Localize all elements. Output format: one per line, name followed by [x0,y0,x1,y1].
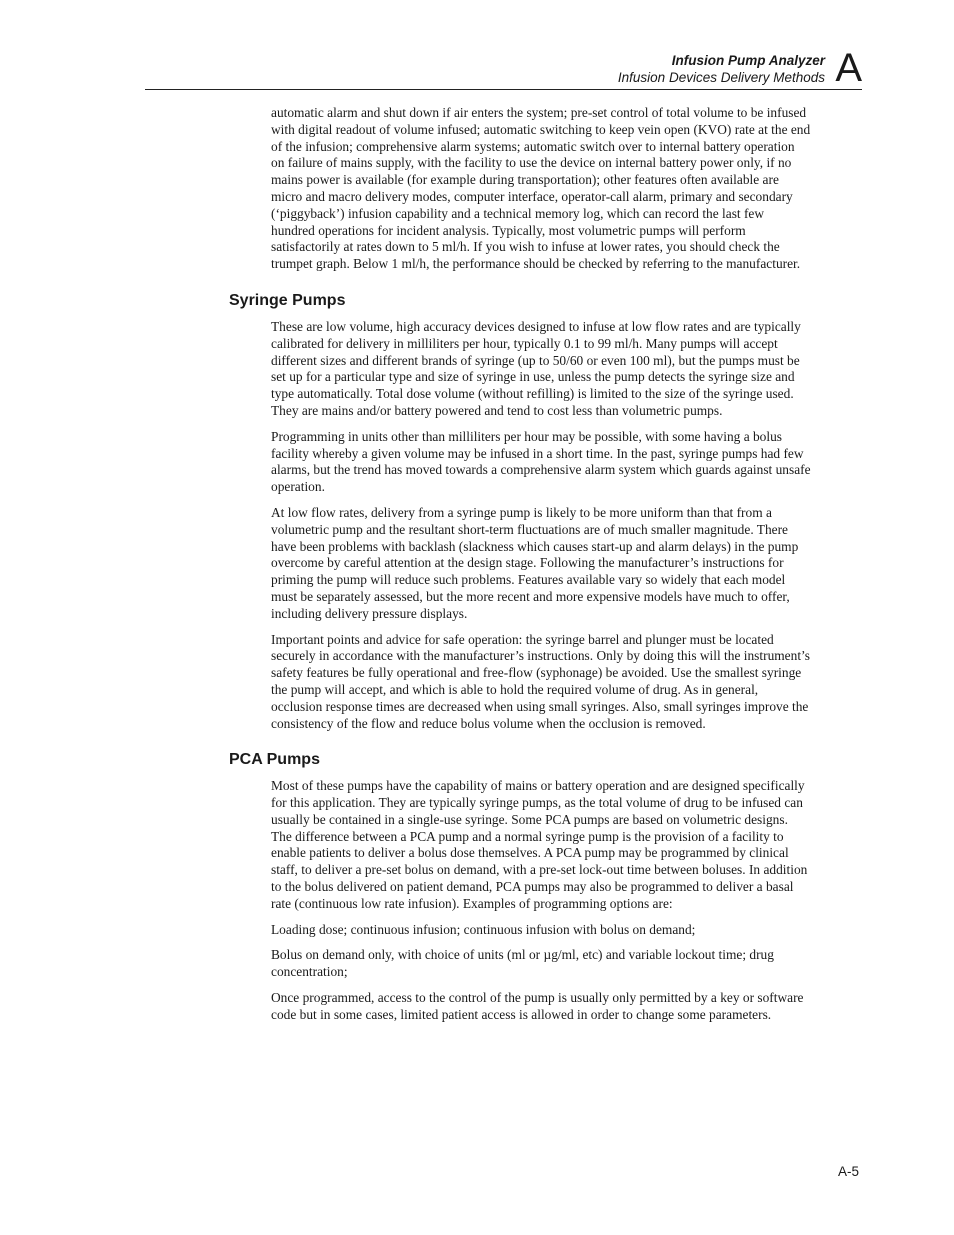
pca-pumps-heading: PCA Pumps [229,751,320,769]
page-header [145,46,862,90]
intro-paragraph: automatic alarm and shut down if air enters the system; pre-set control of total volume to be infused with digital readout of volume infused; automatic switching to keep vein open (KVO) rate at the end of the infusion; comprehensive alarm systems; automatic switch over to internal battery operation on failure of mains supply, with the facility to use the device on internal battery power only, if no mains power is available (for example during transportation); other features often available are micro and macro delivery modes, computer interface, operator-call alarm, primary and secondary (‘piggyback’) infusion capability and a technical memory log, which can record the last few hundred operations for incident analysis. Typically, most volumetric pumps will perform satisfactorily at rates down to 5 ml/h. If you wish to infuse at lower rates, you should check the trumpet graph. Below 1 ml/h, the performance should be checked by referring to the manufacturer. [271,105,811,272]
syringe-paragraph-3: At low flow rates, delivery from a syringe pump is likely to be more uniform than that from a volumetric pump and the resultant short-term fluctuations are of much smaller magnitude. There have been problems with backlash (slackness which causes start-up and alarm delays) in the pump overcome by careful attention at the design stage. Following the manufacturer’s instructions for priming the pump will reduce such problems. Features available vary so widely that each model must be separately assessed, but the more recent and more expensive models have much to offer, including delivery pressure displays. [271,504,799,621]
syringe-paragraph-2: Programming in units other than milliliters per hour may be possible, with some having a bolus facility whereby a given volume may be infused in a short time. In the past, syringe pumps had few alarms, but the trend has moved towards a comprehensive alarm system which guards against unsafe operation. [271,428,811,495]
header-text [618,52,825,86]
appendix-letter: A [835,46,862,90]
pca-paragraph-1: Most of these pumps have the capability of mains or battery operation and are designed specifically for this application. They are typically syringe pumps, as the total volume of drug to be infused can usually be contained in a single-use syringe. Some PCA pumps are based on volumetric designs. The difference between a PCA pump and a normal syringe pump is the provision of a facility to enable patients to deliver a bolus dose themselves. A PCA pump may be programmed by clinical staff, to deliver a pre-set bolus on demand, with a pre-set lock-out time between boluses. In addition to the bolus delivered on patient demand, PCA pumps may also be programmed to deliver a basal rate (continuous low rate infusion). Examples of programming options are: [271,778,808,911]
page-content [229,105,811,1033]
page-number: A-5 [837,1164,859,1179]
header-subtitle: Infusion Devices Delivery Methods [617,70,825,85]
syringe-paragraph-1: These are low volume, high accuracy devices designed to infuse at low flow rates and are typically calibrated for delivery in milliliters per hour, typically 0.1 to 99 ml/h. Many pumps will accept different sizes and different brands of syringe (up to 50/60 or even 100 ml), but the pumps must be set up for a particular type and size of syringe in use, unless the pump detects the syringe size and type automatically. Total dose volume (without refilling) is limited to the size of the syringe used. They are mains and/or battery powered and tend to cost less than volumetric pumps. [271,318,801,418]
syringe-paragraph-4: Important points and advice for safe operation: the syringe barrel and plunger must be located securely in accordance with the manufacturer’s instructions. Only by doing this will the instrument’s safety features be fully operational and free-flow (syphonage) be avoided. Use the smallest syringe the pump will accept, and which is able to hold the required volume of drug. As in general, occlusion response times are decreased when using small syringes. Also, small syringes improve the consistency of the flow and reduce bolus volume when the occlusion is removed. [271,631,810,731]
header-divider [145,89,862,90]
syringe-pumps-heading: Syringe Pumps [229,291,346,309]
pca-paragraph-2: Loading dose; continuous infusion; continuous infusion with bolus on demand; [271,921,696,937]
pca-paragraph-3: Bolus on demand only, with choice of units (ml or µg/ml, etc) and variable lockout time; drug concentration; [271,947,774,980]
header-title: Infusion Pump Analyzer [671,53,825,68]
pca-paragraph-4: Once programmed, access to the control of the pump is usually only permitted by a key or software code but in some cases, limited patient access is allowed in order to change some parameters. [271,990,804,1022]
